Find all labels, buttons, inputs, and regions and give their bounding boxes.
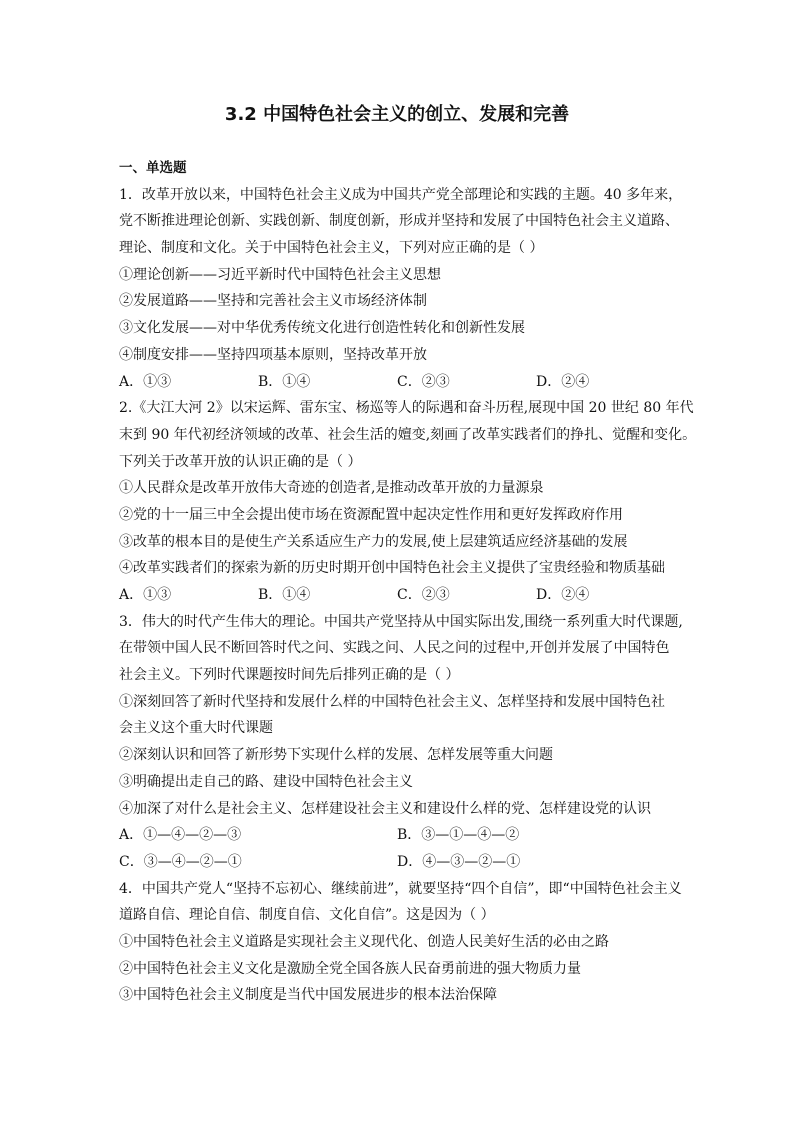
- answer-options: [119, 582, 699, 609]
- answer-options: [119, 822, 699, 849]
- section-heading: 一、单选题: [119, 160, 187, 176]
- option-b: B．③—①—④—②: [397, 827, 520, 844]
- question-text-line: 社会主义。下列时代课题按时间先后排列正确的是（ ）: [119, 667, 460, 684]
- statement-item: ④制度安排——坚持四项基本原则，坚持改革开放: [119, 346, 427, 363]
- option-d: D．②④: [536, 373, 590, 390]
- question-2: [119, 395, 699, 609]
- statement-item: ③明确提出走自己的路、建设中国特色社会主义: [119, 773, 413, 790]
- statement-item: ①人民群众是改革开放伟大奇迹的创造者,是推动改革开放的力量源泉: [119, 480, 544, 497]
- question-text-line: 3．伟大的时代产生伟大的理论。中国共产党坚持从中国实际出发,围绕一系列重大时代课题,: [119, 613, 683, 630]
- option-d: D．④—③—②—①: [397, 853, 521, 870]
- option-d: D．②④: [536, 587, 590, 603]
- question-text-line: 理论、制度和文化。关于中国特色社会主义，下列对应正确的是（ ）: [119, 240, 544, 257]
- statement-item: ①理论创新——习近平新时代中国特色社会主义思想: [119, 266, 441, 283]
- question-3: [119, 609, 699, 876]
- statement-item: ②发展道路——坚持和完善社会主义市场经济体制: [119, 293, 427, 310]
- option-b: B．①④: [258, 373, 311, 390]
- question-text-line: 1．改革开放以来，中国特色社会主义成为中国共产党全部理论和实践的主题。40 多年来，: [119, 186, 683, 203]
- statement-item: ④加深了对什么是社会主义、怎样建设社会主义和建设什么样的党、怎样建设党的认识: [119, 800, 651, 817]
- document-content: [119, 155, 699, 1009]
- statement-item: ②深刻认识和回答了新形势下实现什么样的发展、怎样发展等重大问题: [119, 747, 553, 764]
- question-text-line: 下列关于改革开放的认识正确的是（ ）: [119, 453, 362, 470]
- document-title: 3.2 中国特色社会主义的创立、发展和完善: [224, 104, 570, 125]
- statement-item: ①中国特色社会主义道路是实现社会主义现代化、创造人民美好生活的必由之路: [119, 933, 609, 950]
- option-c: C．②③: [397, 587, 450, 603]
- statement-item: ③改革的根本目的是使生产关系适应生产力的发展,使上层建筑适应经济基础的发展: [119, 533, 628, 550]
- answer-options: [119, 369, 699, 396]
- question-text-line: 党不断推进理论创新、实践创新、制度创新，形成并坚持和发展了中国特色社会主义道路、: [119, 213, 679, 230]
- statement-item: 会主义这个重大时代课题: [119, 720, 273, 737]
- option-b: B．①④: [258, 587, 311, 603]
- statement-item: ②中国特色社会主义文化是激励全党全国各族人民奋勇前进的强大物质力量: [119, 960, 581, 977]
- statement-item: ①深刻回答了新时代坚持和发展什么样的中国特色社会主义、怎样坚持和发展中国特色社: [119, 693, 665, 710]
- statement-item: ④改革实践者们的探索为新的历史时期开创中国特色社会主义提供了宝贵经验和物质基础: [119, 560, 665, 577]
- question-text-line: 道路自信、理论自信、制度自信、文化自信”。这是因为（ ）: [119, 907, 495, 924]
- statement-item: ③文化发展——对中华优秀传统文化进行创造性转化和创新性发展: [119, 320, 525, 337]
- question-text-line: 末到 90 年代初经济领域的改革、社会生活的嬗变,刻画了改革实践者们的挣扎、觉醒和变化。: [119, 426, 697, 443]
- question-4: [119, 876, 699, 1009]
- option-a: A．①—④—②—③: [119, 827, 242, 844]
- question-text-line: 2.《大江大河 2》以宋运辉、雷东宝、杨巡等人的际遇和奋斗历程,展现中国 20 世纪 80 年代: [119, 400, 694, 417]
- statement-item: ③中国特色社会主义制度是当代中国发展进步的根本法治保障: [119, 987, 497, 1004]
- question-text-line: 在带领中国人民不断回答时代之问、实践之问、人民之问的过程中,开创并发展了中国特色: [119, 640, 670, 657]
- question-1: [119, 182, 699, 396]
- question-text-line: 4．中国共产党人“坚持不忘初心、继续前进”，就要坚持“四个自信”，即“中国特色社会主义: [119, 880, 682, 897]
- option-c: C．③—④—②—①: [119, 853, 242, 870]
- answer-options: [119, 849, 699, 876]
- option-a: A．①③: [119, 373, 172, 390]
- statement-item: ②党的十一届三中全会提出使市场在资源配置中起决定性作用和更好发挥政府作用: [119, 506, 623, 523]
- option-a: A．①③: [119, 587, 172, 603]
- option-c: C．②③: [397, 373, 450, 390]
